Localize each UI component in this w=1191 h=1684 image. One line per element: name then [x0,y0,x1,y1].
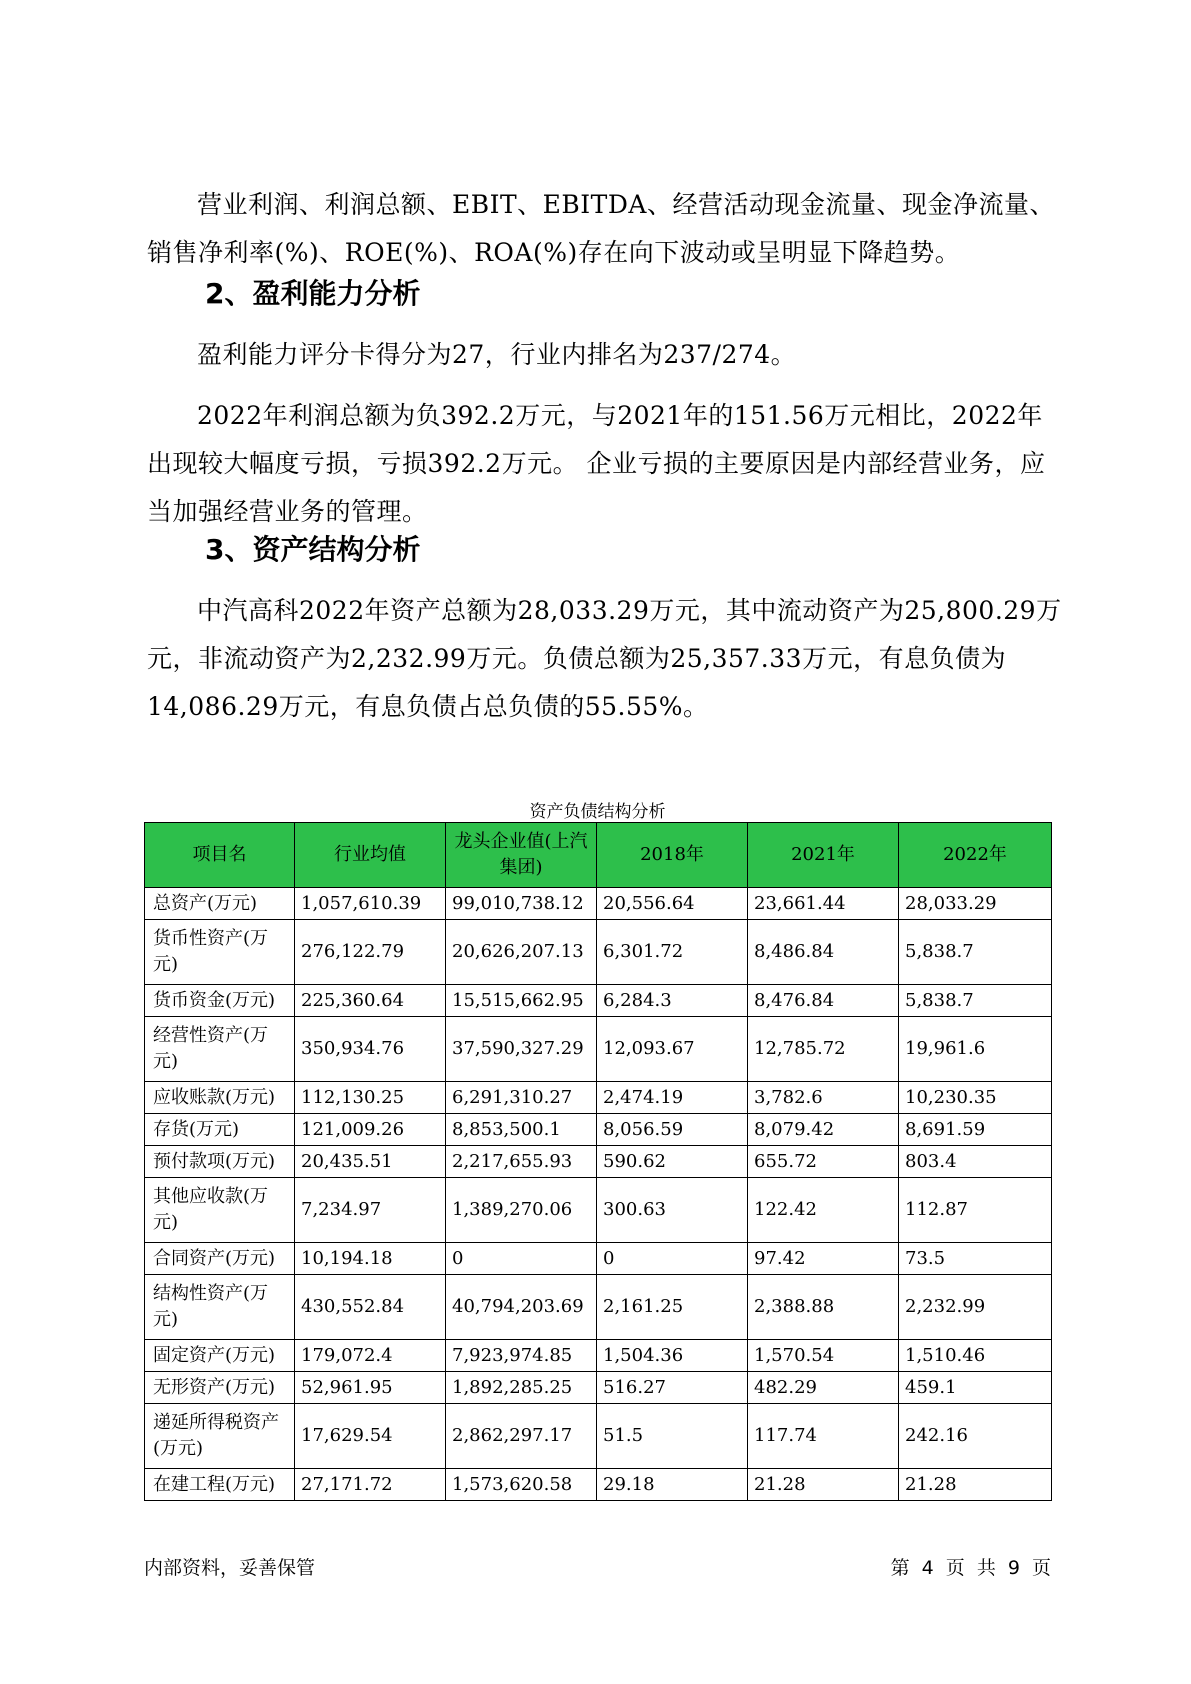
paragraph-assets-text: 中汽高科2022年资产总额为28,033.29万元，其中流动资产为25,800.29万元，非流动资产为2,232.99万元。负债总额为25,357.33万元，有息负债为14,086.29万元，有息负债占总负债的55.55%。 [147,596,1062,721]
table-row [145,1243,1052,1275]
cell-2022: 73.5 [899,1243,1052,1275]
cell-2021: 482.29 [748,1372,899,1404]
cell-2021: 1,570.54 [748,1340,899,1372]
paragraph-profit [147,392,1067,536]
cell-leader-value: 2,862,297.17 [446,1404,597,1469]
asset-liability-table [144,822,1052,1501]
paragraph-trend [147,181,1067,277]
header-year-2021: 2021年 [748,823,899,888]
cell-industry-avg: 20,435.51 [295,1146,446,1178]
cell-2021: 122.42 [748,1178,899,1243]
cell-2022: 242.16 [899,1404,1052,1469]
paragraph-assets [147,587,1067,731]
cell-2021: 117.74 [748,1404,899,1469]
cell-leader-value: 99,010,738.12 [446,888,597,920]
cell-industry-avg: 10,194.18 [295,1243,446,1275]
cell-2018: 0 [597,1243,748,1275]
table-row [145,1017,1052,1082]
table-row [145,1178,1052,1243]
cell-leader-value: 40,794,203.69 [446,1275,597,1340]
cell-2021: 8,079.42 [748,1114,899,1146]
cell-2022: 5,838.7 [899,985,1052,1017]
paragraph-trend-text: 营业利润、利润总额、EBIT、EBITDA、经营活动现金流量、现金净流量、销售净利率(%)、ROE(%)、ROA(%)存在向下波动或呈明显下降趋势。 [147,190,1055,267]
section-heading-profitability: 2、盈利能力分析 [205,277,421,310]
cell-2022: 803.4 [899,1146,1052,1178]
cell-leader-value: 20,626,207.13 [446,920,597,985]
header-industry-avg: 行业均值 [295,823,446,888]
cell-2021: 2,388.88 [748,1275,899,1340]
row-label: 递延所得税资产(万元) [145,1404,295,1469]
row-label: 应收账款(万元) [145,1082,295,1114]
cell-2022: 459.1 [899,1372,1052,1404]
cell-industry-avg: 52,961.95 [295,1372,446,1404]
cell-industry-avg: 225,360.64 [295,985,446,1017]
table-header-row [145,823,1052,888]
cell-2022: 10,230.35 [899,1082,1052,1114]
cell-2018: 1,504.36 [597,1340,748,1372]
cell-2018: 2,161.25 [597,1275,748,1340]
cell-leader-value: 6,291,310.27 [446,1082,597,1114]
cell-2018: 12,093.67 [597,1017,748,1082]
cell-2018: 51.5 [597,1404,748,1469]
cell-2022: 21.28 [899,1469,1052,1501]
cell-2022: 1,510.46 [899,1340,1052,1372]
cell-2022: 28,033.29 [899,888,1052,920]
cell-2018: 6,301.72 [597,920,748,985]
table-row [145,1082,1052,1114]
cell-2018: 590.62 [597,1146,748,1178]
row-label: 总资产(万元) [145,888,295,920]
row-label: 存货(万元) [145,1114,295,1146]
cell-2021: 21.28 [748,1469,899,1501]
table-row [145,1404,1052,1469]
section-heading-asset-structure: 3、资产结构分析 [205,533,421,566]
cell-leader-value: 1,389,270.06 [446,1178,597,1243]
header-year-2018: 2018年 [597,823,748,888]
cell-leader-value: 0 [446,1243,597,1275]
cell-industry-avg: 112,130.25 [295,1082,446,1114]
row-label: 货币资金(万元) [145,985,295,1017]
cell-2018: 300.63 [597,1178,748,1243]
cell-industry-avg: 17,629.54 [295,1404,446,1469]
cell-2022: 19,961.6 [899,1017,1052,1082]
cell-2021: 8,486.84 [748,920,899,985]
cell-2021: 12,785.72 [748,1017,899,1082]
cell-leader-value: 7,923,974.85 [446,1340,597,1372]
cell-2018: 516.27 [597,1372,748,1404]
row-label: 在建工程(万元) [145,1469,295,1501]
cell-industry-avg: 179,072.4 [295,1340,446,1372]
cell-industry-avg: 27,171.72 [295,1469,446,1501]
cell-2018: 2,474.19 [597,1082,748,1114]
row-label: 货币性资产(万元) [145,920,295,985]
cell-leader-value: 1,892,285.25 [446,1372,597,1404]
row-label: 经营性资产(万元) [145,1017,295,1082]
row-label: 预付款项(万元) [145,1146,295,1178]
cell-2021: 23,661.44 [748,888,899,920]
row-label: 固定资产(万元) [145,1340,295,1372]
header-year-2022: 2022年 [899,823,1052,888]
cell-2021: 97.42 [748,1243,899,1275]
cell-2022: 5,838.7 [899,920,1052,985]
cell-2021: 8,476.84 [748,985,899,1017]
table-row [145,1469,1052,1501]
table-row [145,1340,1052,1372]
table-row [145,1146,1052,1178]
cell-2018: 6,284.3 [597,985,748,1017]
header-leader-value: 龙头企业值(上汽集团) [446,823,597,888]
cell-industry-avg: 430,552.84 [295,1275,446,1340]
cell-leader-value: 8,853,500.1 [446,1114,597,1146]
cell-leader-value: 37,590,327.29 [446,1017,597,1082]
table-caption: 资产负债结构分析 [529,802,666,822]
table-row [145,1114,1052,1146]
table-row [145,1372,1052,1404]
cell-industry-avg: 1,057,610.39 [295,888,446,920]
table-row [145,888,1052,920]
table-row [145,1275,1052,1340]
cell-leader-value: 2,217,655.93 [446,1146,597,1178]
cell-industry-avg: 350,934.76 [295,1017,446,1082]
cell-2018: 20,556.64 [597,888,748,920]
row-label: 合同资产(万元) [145,1243,295,1275]
cell-leader-value: 15,515,662.95 [446,985,597,1017]
paragraph-score [147,331,1067,379]
row-label: 无形资产(万元) [145,1372,295,1404]
cell-industry-avg: 7,234.97 [295,1178,446,1243]
table-row [145,920,1052,985]
cell-2022: 2,232.99 [899,1275,1052,1340]
cell-2018: 8,056.59 [597,1114,748,1146]
cell-2018: 29.18 [597,1469,748,1501]
paragraph-profit-text: 2022年利润总额为负392.2万元，与2021年的151.56万元相比，2022年出现较大幅度亏损，亏损392.2万元。 企业亏损的主要原因是内部经营业务，应当加强经营业务的管理。 [147,401,1046,526]
cell-2021: 655.72 [748,1146,899,1178]
cell-2022: 112.87 [899,1178,1052,1243]
header-item-name: 项目名 [145,823,295,888]
cell-industry-avg: 276,122.79 [295,920,446,985]
paragraph-score-text: 盈利能力评分卡得分为27，行业内排名为237/274。 [197,340,797,369]
row-label: 结构性资产(万元) [145,1275,295,1340]
table-row [145,985,1052,1017]
cell-2022: 8,691.59 [899,1114,1052,1146]
cell-leader-value: 1,573,620.58 [446,1469,597,1501]
cell-industry-avg: 121,009.26 [295,1114,446,1146]
footer-page-number: 第 4 页 共 9 页 [890,1557,1051,1579]
cell-2021: 3,782.6 [748,1082,899,1114]
footer-confidential-note: 内部资料，妥善保管 [144,1557,316,1579]
row-label: 其他应收款(万元) [145,1178,295,1243]
